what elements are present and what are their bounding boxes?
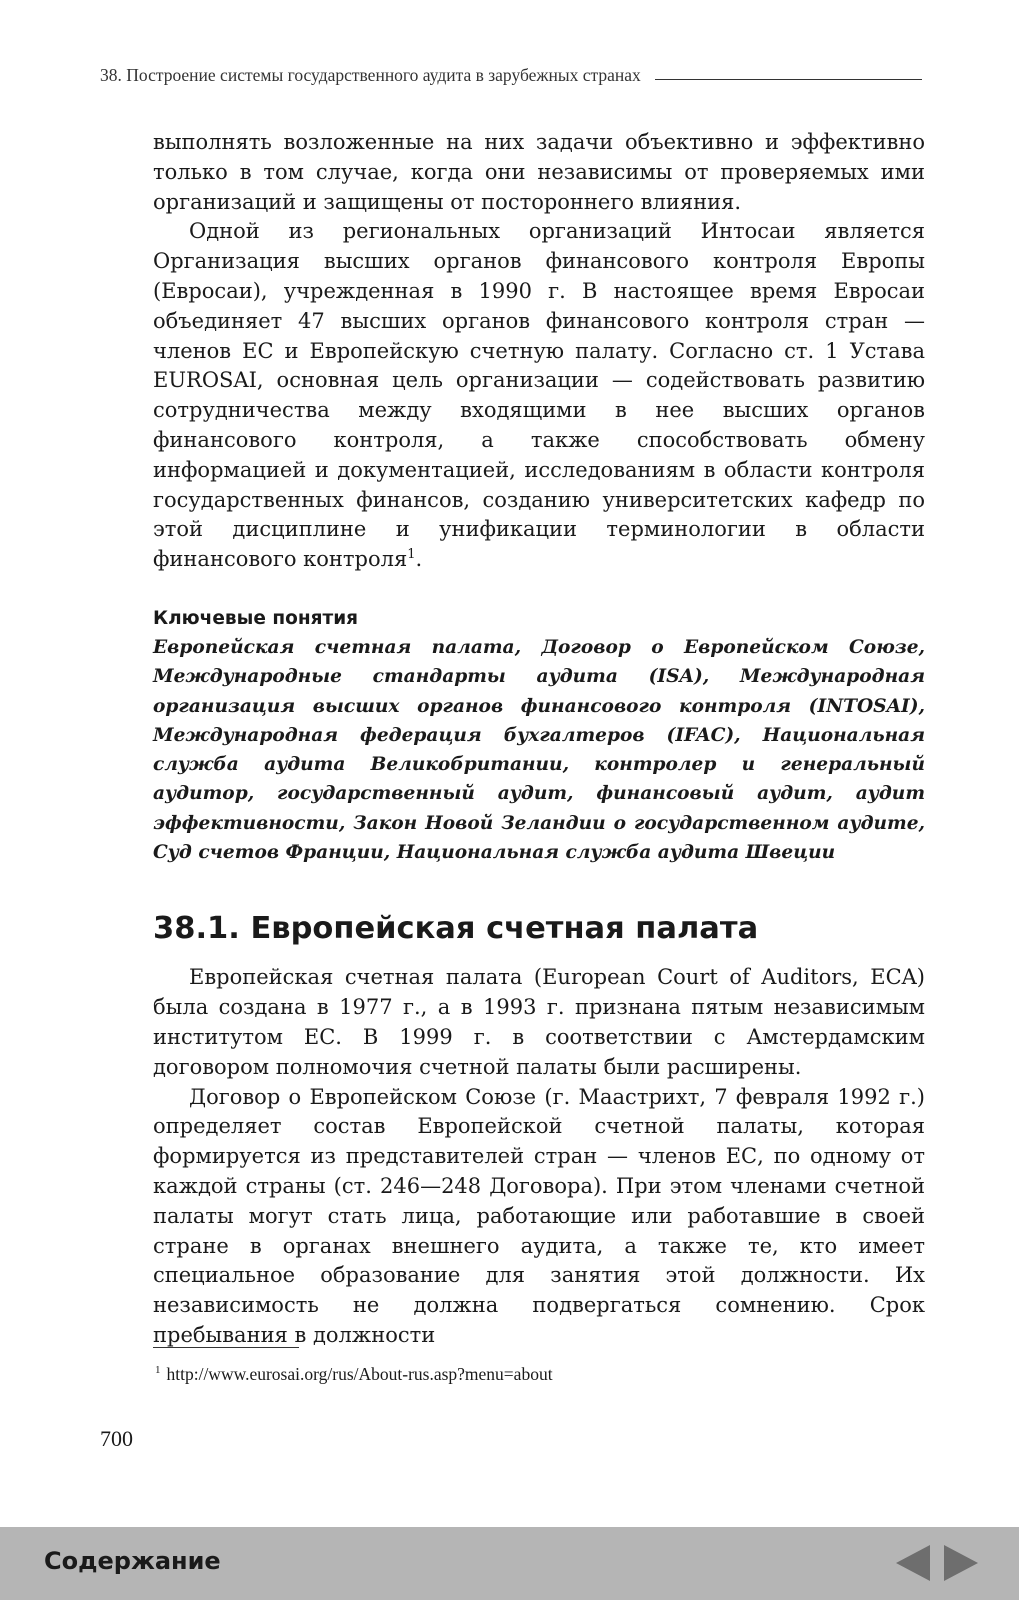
page-number: 700 [100,1426,133,1451]
key-concepts-text: Европейская счетная палата, Договор о Европейском Союзе, Международные стандарты аудита (ISA), Международная организация высших органов финансового контроля (INTOSAI), Международная федерация бухгалтеров (IFAC), Национальная служба аудита Великобритании, контролер и генеральный аудитор, государственный аудит, финансовый аудит, аудит эффективности, Закон Новой Зеландии о государственном аудите, Суд счетов Франции, Национальная служба аудита Швеции [153,636,925,864]
section-title: 38.1. Европейская счетная палата [153,911,759,947]
header-rule [655,79,922,80]
section-paragraph-1: Европейская счетная палата (European Court of Auditors, ECA) была создана в 1977 г., а в 1993 г. признана пятым независимым институтом ЕС. В 1999 г. в соответствии с Амстердамским договором полномочия счетной палаты были расширены. [153,965,925,1079]
previous-page-arrow-icon[interactable] [896,1545,930,1581]
footnote [155,1364,553,1385]
body-paragraph-2-text: Одной из региональных организаций Интосаи является Организация высших органов финансового контроля Европы (Евросаи), учрежденная в 1990 г. В настоящее время Евросаи объединяет 47 высших органов финансового контроля стран — членов ЕС и Европейскую счетную палату. Согласно ст. 1 Устава EUROSAI, основная цель организации — содействовать развитию сотрудничества между входящими в нее высших органов финансового контроля, а также способствовать обмену информацией и документацией, исследованиям в области контроля государственных финансов, созданию университетских кафедр по этой дисциплине и унификации терминологии в области финансового контроля [153,219,925,572]
key-concepts-block [153,605,925,867]
next-page-arrow-icon[interactable] [944,1545,978,1581]
footnote-link[interactable]: http://www.eurosai.org/rus/About-rus.asp?menu=about [166,1364,553,1384]
running-title: 38. Построение системы государственного аудита в зарубежных странах [100,64,641,85]
footnote-number: 1 [155,1364,161,1377]
contents-link[interactable]: Содержание [44,1547,221,1575]
section-paragraph-2: Договор о Европейском Союзе (г. Маастрихт, 7 февраля 1992 г.) определяет состав Европейской счетной палаты, которая формируется из представителей стран — членов ЕС, по одному от каждой страны (ст. 246—248 Договора). При этом членами счетной палаты могут стать лица, работающие или работавшие в своей стране в органах внешнего аудита, а также те, кто имеет специальное образование для занятия этой должности. Их независимость не должна подвергаться сомнению. Срок пребывания в должности [153,1084,925,1347]
footnote-reference[interactable]: 1 [407,547,416,563]
key-concepts-heading: Ключевые понятия [153,607,359,629]
body-paragraph-2 [153,217,925,575]
navigation-bar [0,1527,1019,1600]
page-body [153,128,925,1351]
footnote-rule [153,1347,299,1348]
running-header [100,62,922,88]
body-paragraph-1: выполнять возложенные на них задачи объективно и эффективно только в том случае, когда они независимы от проверяемых ими организаций и защищены от постороннего влияния. [153,130,925,214]
body-paragraph-2-end: . [415,547,423,572]
